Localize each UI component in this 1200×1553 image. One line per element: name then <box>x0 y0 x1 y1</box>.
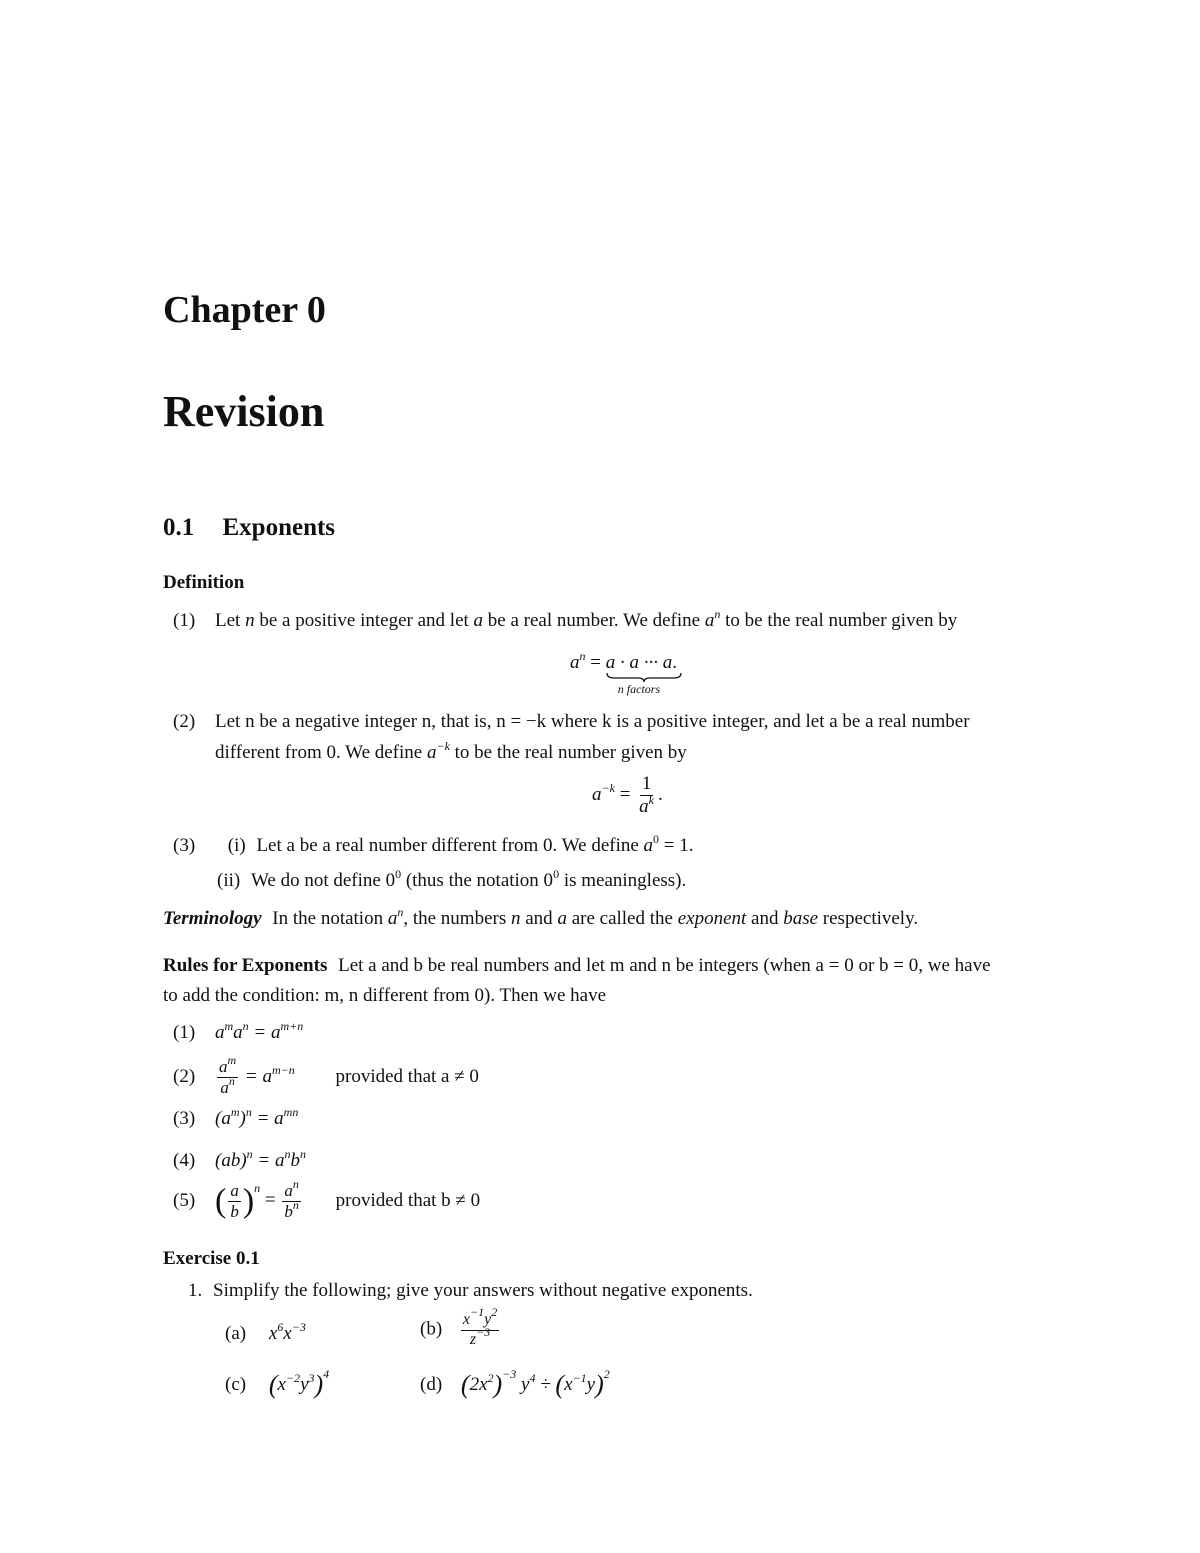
section-heading <box>163 514 335 542</box>
rule-condition: provided that b ≠ 0 <box>335 1189 481 1211</box>
rule-label: (5) <box>173 1189 196 1211</box>
text: Let a be a real number different from 0. We define <box>256 835 644 856</box>
definition-item-2 <box>173 711 970 733</box>
exercise-part-d: (d) $(2x^2)^{-3}$ $y^4 \div (x^{-1}y)^2$ <box>420 1367 610 1399</box>
part-label: (b) <box>420 1318 443 1340</box>
text: be a positive integer and let <box>254 610 474 631</box>
sub-label-ii: (ii) <box>217 870 241 891</box>
text: be a real number. We define <box>483 610 705 631</box>
rule-label: (3) <box>173 1108 196 1129</box>
rule-condition: provided that a ≠ 0 <box>335 1065 479 1087</box>
rule-label: (4) <box>173 1150 196 1171</box>
exercise-question-1 <box>188 1280 753 1302</box>
text: We do not define 0 <box>250 870 396 891</box>
section-number: 0.1 <box>163 514 195 541</box>
a-power-minus-k: $a^{-k}$ <box>426 739 450 763</box>
part-label: (d) <box>420 1374 443 1395</box>
definition-item-2-line2: different from 0. We define $a^{-k}$ to be the real number given by <box>215 739 687 763</box>
rule-label: (2) <box>173 1065 196 1087</box>
rule-3: (3) $(a^m)^n = a^{mn}$ <box>173 1105 299 1129</box>
definition-item-3ii: (ii) We do not define $0^0$ (thus the notation $0^0$ is meaningless). <box>217 867 687 891</box>
underbrace-label: n factors <box>617 682 661 696</box>
rule-4: (4) $(ab)^n = a^nb^n$ <box>173 1147 306 1171</box>
terminology-paragraph: Terminology In the notation $a^n$, the numbers n and a are called the exponent and base respectively. <box>163 905 919 929</box>
definition-heading: Definition <box>163 572 245 593</box>
item-label: (3) <box>173 835 196 856</box>
definition-item-1 <box>173 607 958 632</box>
rule-2: (2) $\frac{a^m}{a^n}$ = $a^{m-n}$ provided that a ≠ 0 <box>173 1053 479 1097</box>
var-a: a <box>473 610 484 631</box>
exercise-part-c: (c) $(x^{-2}y^3)^4$ <box>225 1367 330 1399</box>
equation-1: $a^n = a \cdot a$ ··· a n factors . <box>570 652 677 674</box>
exercise-heading: Exercise 0.1 <box>163 1248 260 1269</box>
chapter-title: Revision <box>163 387 325 436</box>
base-word: base <box>783 908 819 929</box>
equation-2: $a^{-k}$ = $\frac{1}{a^k}$ . <box>592 773 663 817</box>
underbrace <box>606 672 682 682</box>
rule-label: (1) <box>173 1022 196 1043</box>
rules-intro-line2: to add the condition: m, n different from 0). Then we have <box>163 985 607 1006</box>
exponent-word: exponent <box>677 908 747 929</box>
rules-heading: Rules for Exponents <box>163 955 328 976</box>
rules-intro: Rules for Exponents Let a and b be real numbers and let m and n be integers (when a = 0 or b = 0, we have <box>163 955 991 976</box>
product-expression: a · a ··· a <box>605 652 673 673</box>
text: Let n be a negative integer n, that is, n = −k where k is a positive integer, and let a be a real number <box>215 711 970 732</box>
var-n: n <box>245 610 255 631</box>
exercise-part-a: (a) $x^6x^{-3}$ <box>225 1320 306 1344</box>
item-label: (1) <box>173 610 196 631</box>
a-power-n: $a^n$ <box>704 607 721 631</box>
part-label: (a) <box>225 1323 247 1344</box>
text: to be the real number given by <box>720 610 958 631</box>
rule-1: (1) $a^ma^n = a^{m+n}$ <box>173 1019 304 1043</box>
definition-item-3: (3) (i) Let a be a real number different from 0. We define $a^0 = 1$. <box>173 832 694 856</box>
sub-label-i: (i) <box>227 835 246 856</box>
terminology-label: Terminology <box>163 908 262 929</box>
exercise-part-b: (b) $\frac{x^{-1}y^2}{z^{-3}}$ <box>420 1305 498 1348</box>
question-text: Simplify the following; give your answers without negative exponents. <box>213 1280 753 1301</box>
rule-5: (5) ( $\frac{a}{b}$ )$^n$ = $\frac{a^n}{b^n}$ provided that b ≠ 0 <box>173 1177 481 1221</box>
part-label: (c) <box>225 1374 247 1395</box>
question-number: 1. <box>188 1280 203 1301</box>
chapter-label: Chapter 0 <box>163 289 326 331</box>
fraction: $\frac{1}{a^k}$ <box>639 773 654 817</box>
text: Let <box>215 610 246 631</box>
item-label: (2) <box>173 711 196 732</box>
section-title: Exponents <box>222 514 336 541</box>
